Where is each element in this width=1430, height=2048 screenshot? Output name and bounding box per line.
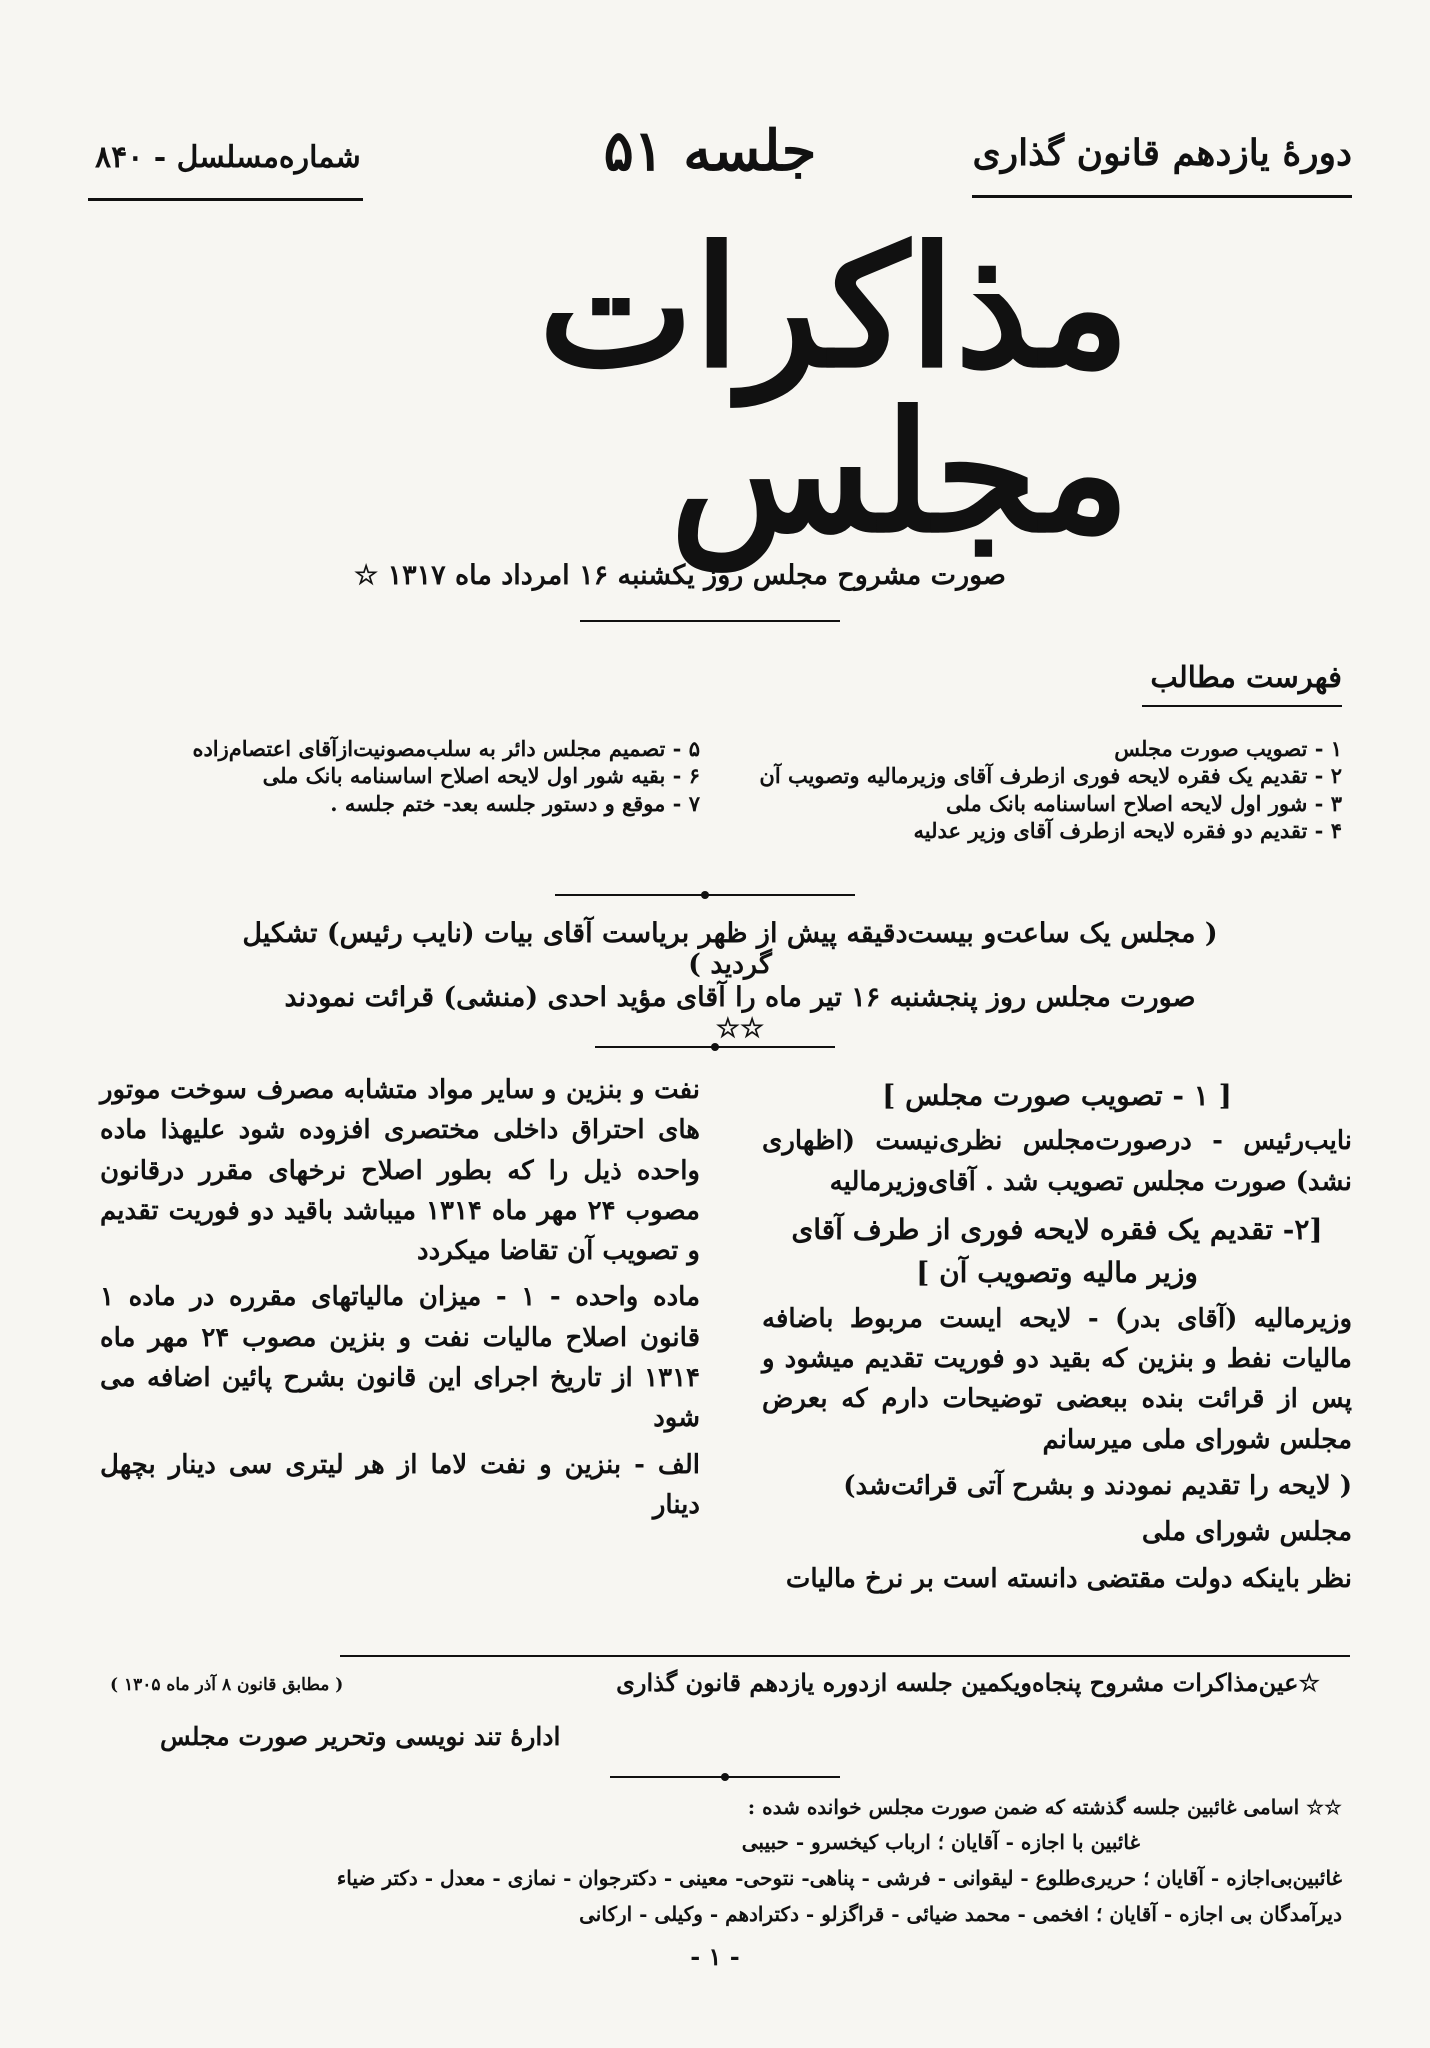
toc-right-list: [722, 735, 1342, 844]
absent-without-leave: غائبین‌بی‌اجازه - آقایان ؛ حریری‌طلوع - لیقوانی - فرشی - پناهی- نتوحی- معینی - دکترجوان - نمازی - معدل - دکتر ضیاء: [336, 1866, 1342, 1890]
period-underline: [972, 195, 1352, 198]
toc-item: ۵ - تصمیم مجلس دائر به سلب‌مصونیت‌ازآقای اعتصام‌زاده: [192, 736, 700, 761]
period-label: دورهٔ یازدهم قانون گذاری: [972, 132, 1352, 174]
footnote-source: ☆عین‌مذاکرات مشروح پنجاه‌ویکمین جلسه ازدوره یازدهم قانون گذاری: [616, 1668, 1320, 1697]
absentees-title: ☆☆ اسامی غائبین جلسه گذشته که ضمن صورت مجلس خوانده شده :: [747, 1795, 1342, 1819]
toc-item: ۲ - تقدیم یک فقره لایحه فوری ازطرف آقای وزیرمالیه وتصویب آن: [759, 763, 1342, 789]
late-without-leave: دیرآمدگان بی اجازه - آقایان ؛ افخمی - محمد ضیائی - قراگزلو - دکترادهم - وکیلی - ارکانی: [579, 1902, 1342, 1926]
serial-number: شماره‌مسلسل - ۸۴۰: [95, 140, 361, 175]
toc-underline: [1142, 705, 1342, 707]
paragraph: نظر باینکه دولت مقتضی دانسته است بر نرخ مالیات: [785, 1563, 1352, 1594]
minutes-reading-note: صورت مجلس روز پنجشنبه ۱۶ تیر ماه را آقای مؤید احدی (منشی) قرائت نمودند ☆☆: [284, 982, 1196, 1044]
paragraph: ( لایحه را تقدیم نمودند و بشرح آتی قرائت‌شد): [843, 1470, 1352, 1501]
toc-item: ۶ - بقیه شور اول لایحه اصلاح اساسنامه بانک ملی: [262, 763, 700, 789]
ornament-divider: [555, 888, 855, 902]
footer-rule: [340, 1655, 1350, 1657]
toc-item: ۷ - موقع و دستور جلسه بعد- ختم جلسه .: [330, 790, 700, 816]
serial-underline: [88, 198, 363, 201]
paragraph: نایب‌رئیس - درصورت‌مجلس نظری‌نیست (اظهاری نشد) صورت مجلس تصویب شد . آقای‌وزیرمالیه: [762, 1126, 1352, 1197]
left-column: [100, 1070, 700, 1531]
stenography-office: ادارهٔ تند نویسی وتحریر صورت مجلس: [160, 1722, 561, 1751]
toc-item: ۳ - شور اول لایحه اصلاح اساسنامه بانک ملی: [946, 790, 1342, 816]
subtitle-underline: [580, 620, 840, 622]
toc-item: ۱ - تصویب صورت مجلس: [1114, 736, 1342, 761]
paragraph: نفت و بنزین و سایر مواد متشابه مصرف سوخت موتور های احتراق داخلی مختصری افزوده شود علیهذا ماده واحده ذیل را که بطور اصلاح نرخهای مقرر درقانون مصوب ۲۴ مهر ماه ۱۳۱۴ میباشد باقید دو فوریت تقدیم و تصویب آن تقاضا میکردد: [100, 1075, 700, 1267]
ornament-divider: [610, 1770, 840, 1784]
session-number: جلسه ۵۱: [603, 118, 817, 184]
toc-title: فهرست مطالب: [1150, 660, 1342, 694]
toc-left-list: [180, 735, 700, 817]
paragraph: مجلس شورای ملی: [1141, 1517, 1352, 1548]
absent-with-leave: غائبین با اجازه - آقایان ؛ ارباب کیخسرو - حبیبی: [741, 1830, 1140, 1854]
session-subtitle: صورت مشروح مجلس روز یکشنبه ۱۶ امرداد ماه ۱۳۱۷ ☆: [354, 560, 1006, 591]
paragraph: ماده واحده - ۱ - میزان مالیاتهای مقرره در ماده ۱ قانون اصلاح مالیات نفت و بنزین مصوب ۲۴ مهر ماه ۱۳۱۴ از تاریخ اجرای این قانون بشرح پائین اضافه می شود: [100, 1282, 700, 1434]
section-heading: [۲- تقدیم یک فقره لایحه فوری از طرف آقای وزیر مالیه وتصویب آن ]: [791, 1212, 1323, 1290]
section-heading: [ ۱ - تصویب صورت مجلس ]: [882, 1079, 1232, 1112]
session-opening-note: ( مجلس یک ساعت‌و بیست‌دقیقه پیش از ظهر بریاست آقای بیات (نایب رئیس) تشکیل گردید ): [242, 918, 1218, 980]
paragraph: وزیرمالیه (آقای بدر) - لایحه ایست مربوط باضافه مالیات نفط و بنزین که بقید دو فوریت تقدیم میشود و پس از قرائت بنده ‌ببعضی توضیحات دارم که بعرض مجلس شورای ملی میرسانم: [762, 1303, 1352, 1455]
right-column: [762, 1070, 1352, 1605]
toc-item: ۴ - تقدیم دو فقره لایحه ازطرف آقای وزیر عدلیه: [913, 817, 1342, 843]
paragraph: الف - بنزین و نفت لاما از هر لیتری سی دینار بچهل دینار: [100, 1449, 700, 1520]
masthead-title: مذاکرات مجلس: [538, 210, 1130, 569]
ornament-divider: [595, 1040, 835, 1054]
page-number: - ۱ -: [690, 1942, 740, 1971]
footnote-law-reference: ( مطابق قانون ۸ آذر ماه ۱۳۰۵ ): [110, 1675, 344, 1695]
